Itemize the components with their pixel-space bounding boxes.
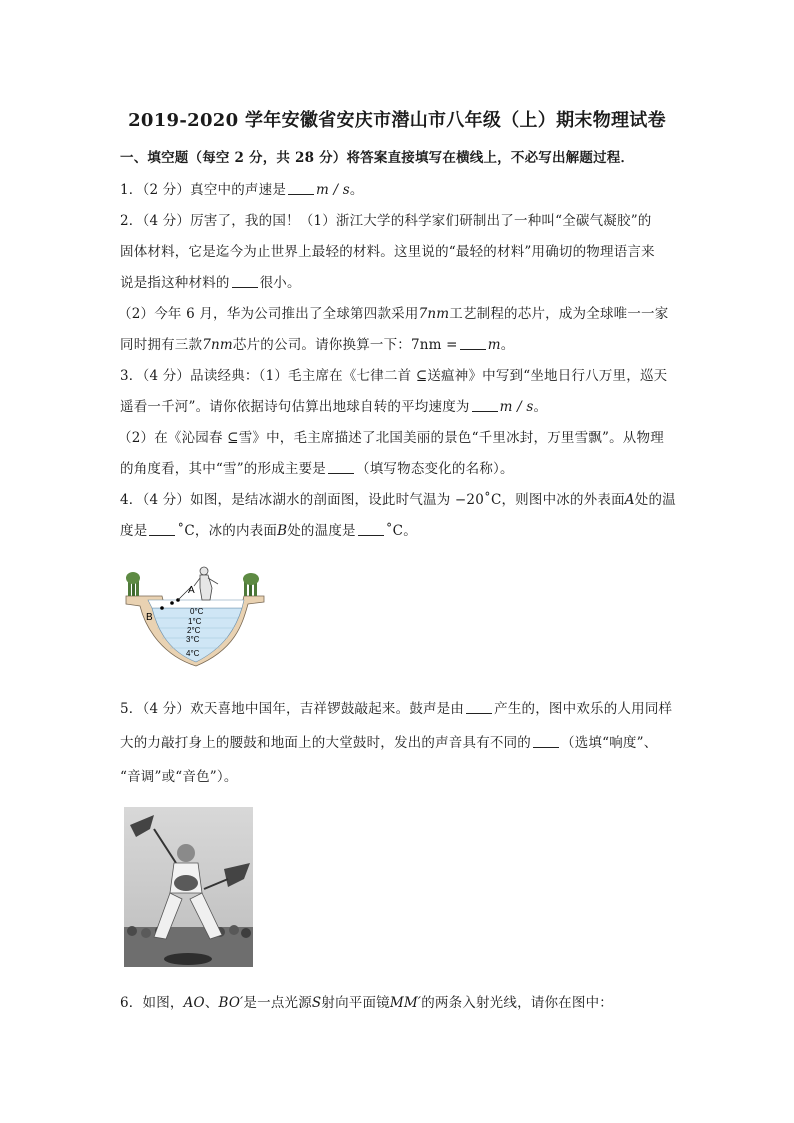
q4-point-b: B (277, 523, 288, 539)
question-2-line-2: 固体材料，它是迄今为止世界上最轻的材料。这里说的“最轻的材料”用确切的物理语言来 (120, 244, 655, 260)
q6-text-a: 6．如图， (120, 995, 184, 1011)
q6-ray-bo: BO′ (218, 995, 244, 1011)
question-2-line-4 (118, 302, 668, 322)
q5-text-b: 产生的，图中欢乐的人用同样 (494, 701, 673, 717)
answer-blank (288, 182, 314, 195)
q2-text-c: 同时拥有三款 (120, 337, 203, 353)
q2-text-d: 芯片的公司。请你换算一下： (232, 337, 411, 353)
label-b: B (146, 612, 153, 623)
q6-source-s: S (311, 995, 322, 1011)
temp-label-2: 2°C (187, 626, 201, 635)
question-5-line-2 (120, 731, 657, 751)
q1-end: 。 (349, 182, 364, 198)
q5-text-d: （选填“响度”、 (561, 735, 658, 751)
q2-part2-text: （2）今年 6 月，华为公司推出了全球第四款采用 (118, 306, 419, 322)
q3-text-b: 的角度看，其中“雪”的形成主要是 (120, 461, 327, 477)
question-1 (120, 178, 364, 198)
q6-text-b: 是一点光源 (243, 995, 312, 1011)
answer-blank (533, 735, 559, 748)
q4-degree: ˚C (385, 523, 404, 539)
q6-ray-ao: AO (183, 995, 205, 1011)
q6-separator: 、 (204, 995, 219, 1011)
q1-unit: m / s (316, 182, 350, 198)
answer-blank (472, 399, 498, 412)
question-3-line-4 (120, 457, 514, 477)
drummer-photo (124, 807, 253, 967)
q4-text-e: ，冰的内表面 (194, 523, 278, 539)
question-3-line-3: （2）在《沁园春 ⊆雪》中，毛主席描述了北国美丽的景色“千里冰封，万里雪飘”。从物理 (118, 430, 664, 446)
question-2-line-1: 2．（4 分）厉害了，我的国！（1）浙江大学的科学家们研制出了一种叫“全碳气凝胶”的 (120, 213, 652, 229)
question-2-line-3 (120, 271, 301, 291)
q2-text-b: 很小。 (259, 275, 301, 291)
q2-unit-nm: 7nm (418, 306, 450, 322)
tree-icon (243, 573, 259, 596)
q2-text-a: 说是指这种材料的 (120, 275, 230, 291)
q1-text: 1．（2 分）真空中的声速是 (120, 182, 287, 198)
question-3-line-2 (120, 395, 547, 415)
q4-text-f: 处的温度是 (287, 523, 356, 539)
q2-part2-text-b: 工艺制程的芯片，成为全球唯一一家 (449, 306, 669, 322)
q4-text-c: 处的温 (634, 492, 676, 508)
q2-equation: 7nm = (411, 337, 458, 353)
question-5-line-1 (120, 697, 672, 717)
q4-text-d: 度是 (120, 523, 148, 539)
q4-text-b: ，则图中冰的外表面 (501, 492, 625, 508)
q4-degree: ˚C (484, 492, 502, 508)
question-5-line-3: “音调”或“音色”）。 (120, 769, 238, 785)
q4-point-a: A (624, 492, 635, 508)
q6-text-d: 的两条入射光线，请你在图中： (421, 995, 613, 1011)
frozen-lake-figure (124, 566, 266, 670)
page-title: 2019-2020 学年安徽省安庆市潜山市八年级（上）期末物理试卷 (128, 110, 666, 131)
answer-blank (358, 523, 384, 536)
q4-end: 。 (403, 523, 417, 539)
q2-unit-m: m (487, 337, 501, 353)
temp-label-3: 3°C (186, 635, 200, 644)
question-3-line-1: 3．（4 分）品读经典：（1）毛主席在《七律二首 ⊆送瘟神》中写到“坐地日行八万里，巡天 (120, 368, 668, 384)
person-figure-icon (194, 567, 218, 600)
point-marker (170, 601, 174, 605)
q4-text-a: 4．（4 分）如图，是结冰湖水的剖面图，设此时气温为 −20 (120, 492, 484, 508)
answer-blank (232, 275, 258, 288)
question-4-line-2 (120, 519, 417, 539)
q5-text-c: 大的力敲打身上的腰鼓和地面上的大堂鼓时，发出的声音具有不同的 (120, 735, 531, 751)
q4-degree: ˚C (177, 523, 195, 539)
temp-label-4: 4°C (186, 649, 200, 658)
answer-blank (466, 701, 492, 714)
answer-blank (328, 461, 354, 474)
question-2-line-5 (120, 333, 514, 353)
q5-text-a: 5．（4 分）欢天喜地中国年，吉祥锣鼓敲起来。鼓声是由 (120, 701, 465, 717)
q3-end: 。 (533, 399, 548, 415)
question-6 (120, 991, 613, 1011)
answer-blank (460, 337, 486, 350)
tree-icon (126, 572, 140, 596)
q3-text-c: （填写物态变化的名称）。 (356, 461, 514, 477)
q3-unit: m / s (499, 399, 534, 415)
temp-label-0: 0°C (190, 607, 204, 616)
label-a: A (188, 585, 195, 596)
answer-blank (149, 523, 175, 536)
section-heading: 一、填空题（每空 2 分，共 28 分）将答案直接填写在横线上，不必写出解题过程． (120, 150, 635, 166)
point-b-marker (160, 606, 164, 610)
q2-unit-nm-2: 7nm (202, 337, 233, 353)
q6-text-c: 射向平面镜 (321, 995, 390, 1011)
temp-label-1: 1°C (188, 617, 202, 626)
question-4-line-1 (120, 488, 676, 508)
q6-mirror-mm: MM′ (389, 995, 422, 1011)
q3-text-a: 遥看一千河”。请你依据诗句估算出地球自转的平均速度为 (120, 399, 470, 415)
q2-end: 。 (500, 337, 515, 353)
